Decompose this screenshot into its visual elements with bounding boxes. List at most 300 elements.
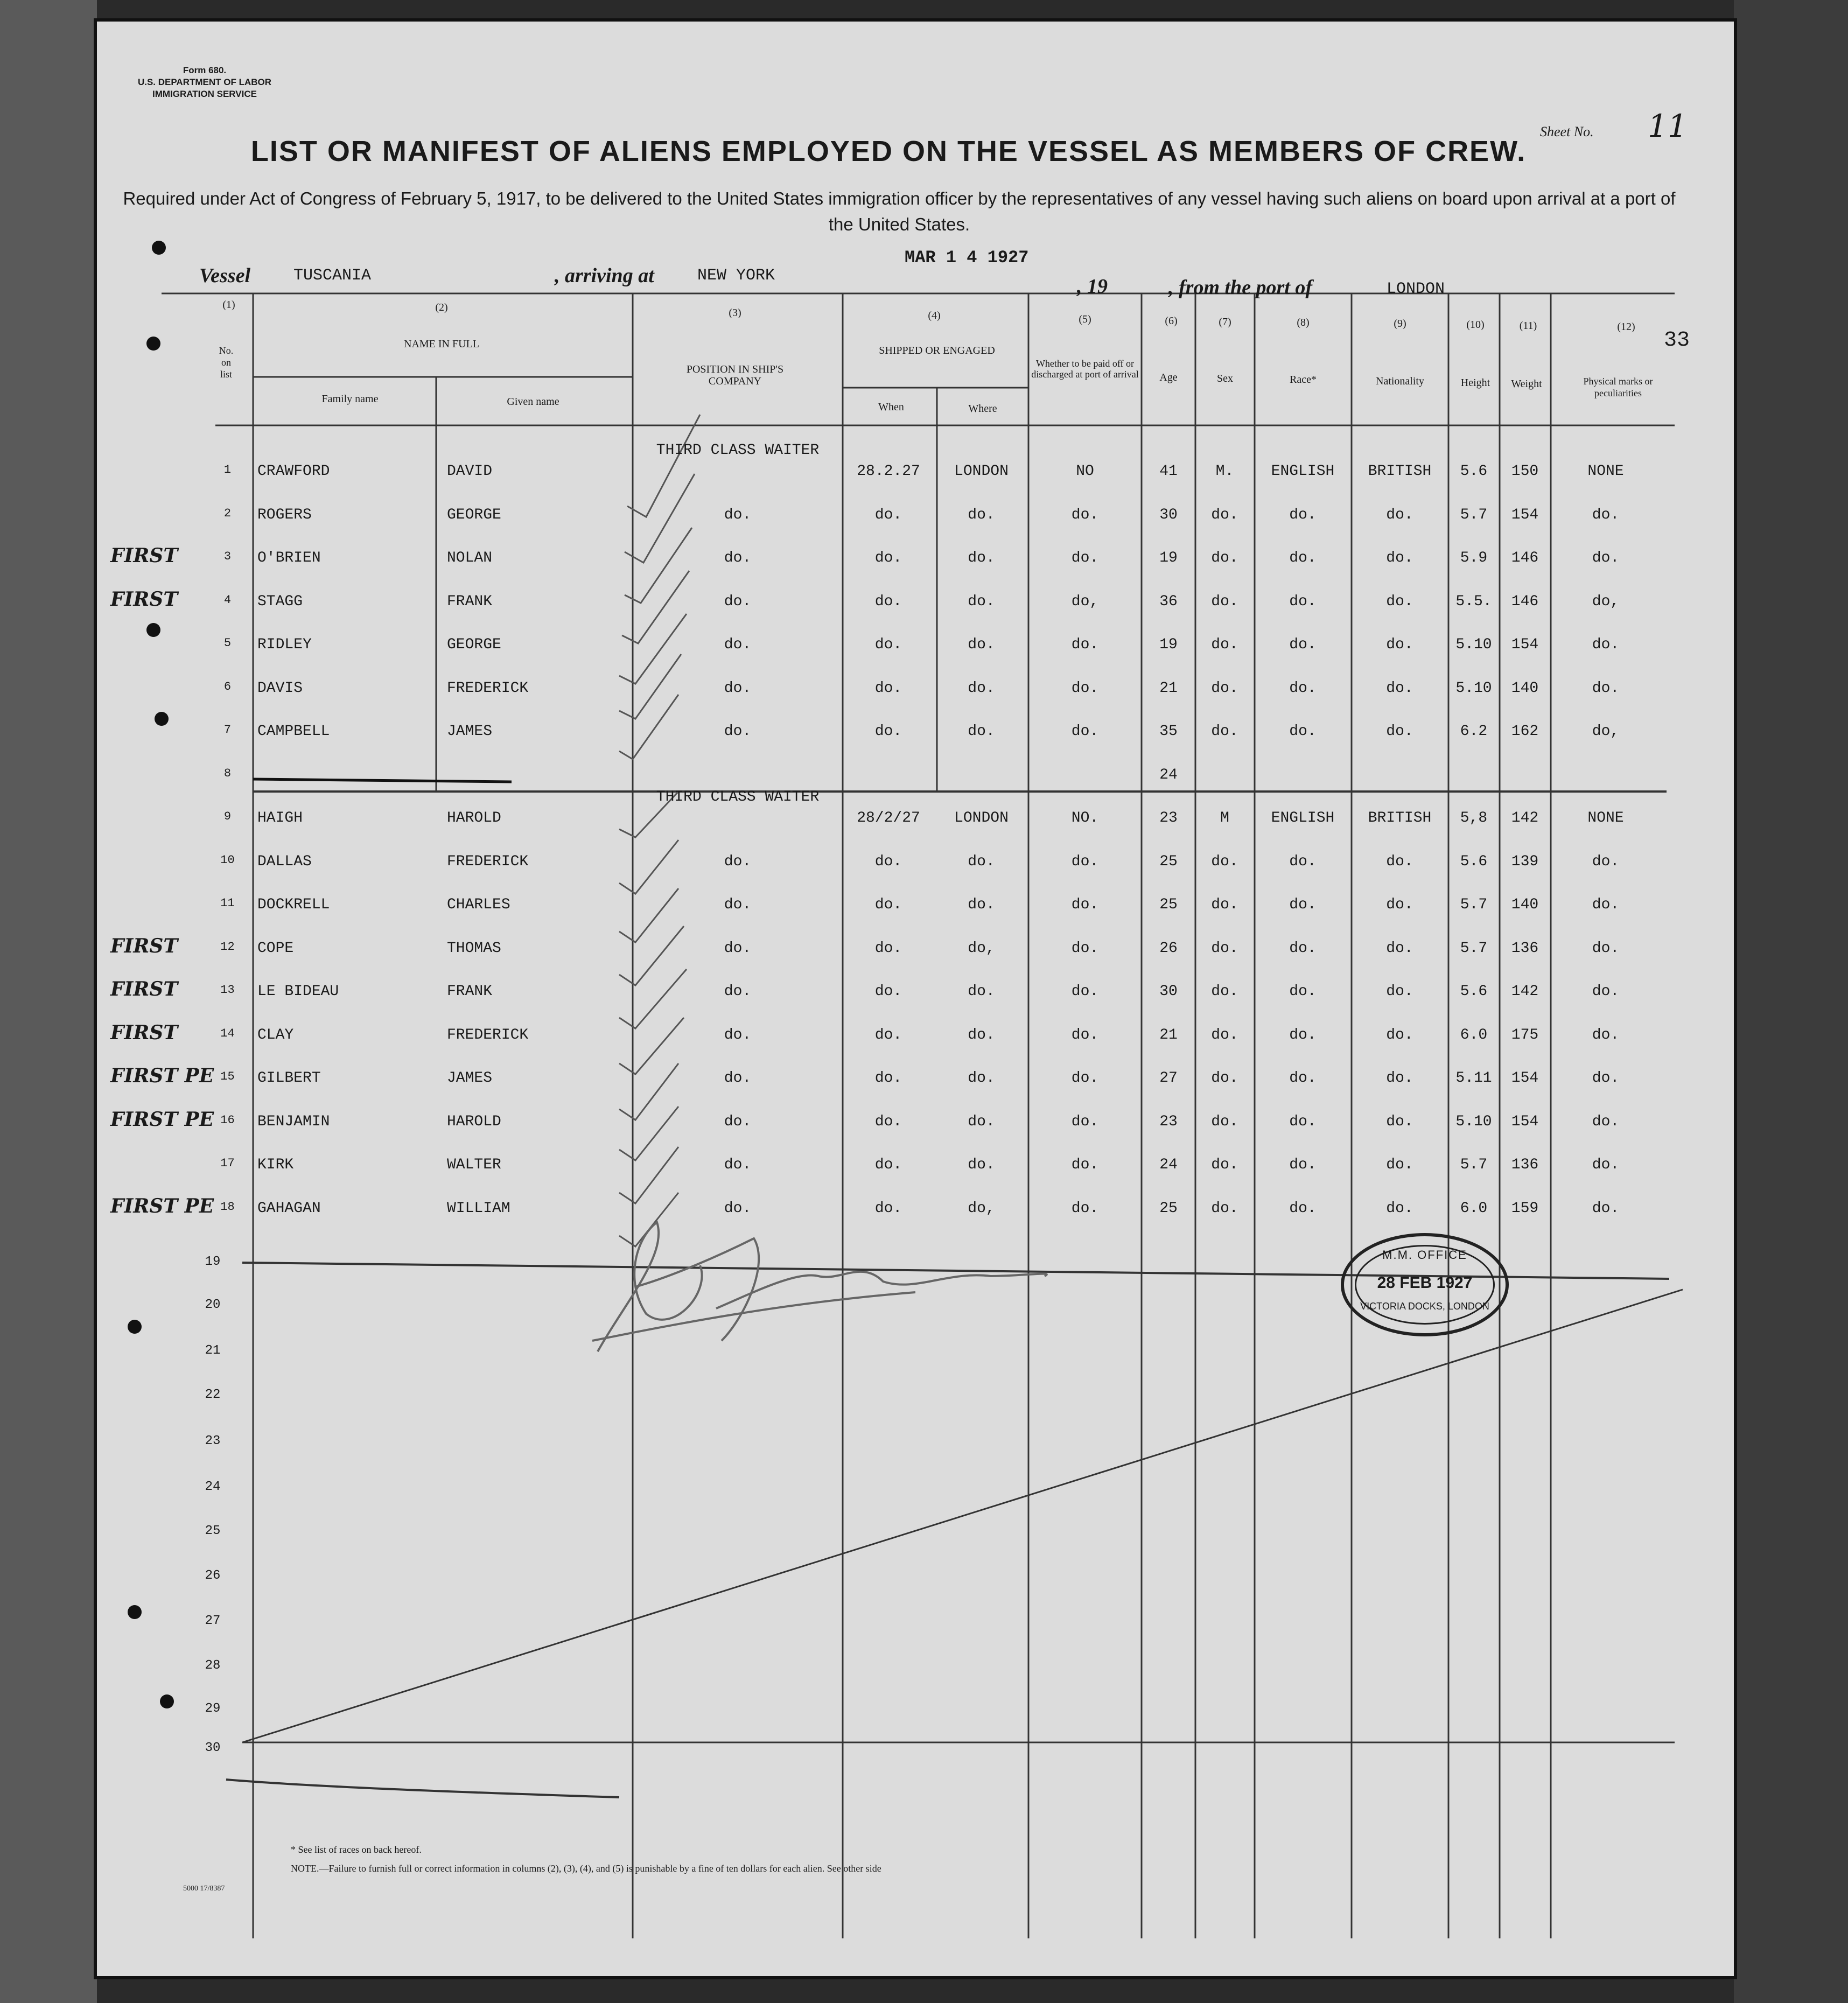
col1-label: No. on list [219,345,234,380]
cell-no: 9 [223,810,232,823]
cell-race: do. [1289,636,1317,653]
cell-race: do. [1289,983,1317,1000]
footnote-races: * See list of races on back hereof. [291,1844,422,1855]
margin-note: FIRST [110,1021,178,1044]
cell-paid: do, [1071,593,1099,610]
cell-paid: do. [1071,853,1099,870]
cell-height: 6.0 [1460,1027,1488,1043]
form-header [92,65,318,100]
cell-when: do. [874,1070,902,1087]
cell-marks: NONE [1587,810,1624,827]
col2-number: (2) [435,302,448,313]
cell-given: DAVID [447,463,493,480]
cell-height: 5.5. [1455,593,1492,610]
col8-label: Race* [1290,374,1317,386]
footnote-penalty: NOTE.—Failure to furnish full or correct information in columns (2), (3), (4), and (5) is punishable by a fine of ten dollars for each alien. See other side [291,1863,881,1874]
cell-age: 23 [1159,810,1178,827]
cell-no: 1 [223,463,232,477]
cell-family: LE BIDEAU [257,983,339,1000]
row-number: 20 [205,1298,221,1312]
sheet-number: 11 [1648,108,1688,144]
margin-note: FIRST [110,544,178,567]
cell-nat: do. [1386,680,1413,697]
cell-given: HAROLD [447,1113,501,1130]
stamp-bottom: VICTORIA DOCKS, LONDON [1360,1301,1489,1312]
row-number: 28 [205,1658,221,1673]
col6-number: (6) [1165,315,1178,327]
cell-height: 5.6 [1460,463,1488,480]
cell-marks: do. [1592,983,1620,1000]
col5-number: (5) [1079,313,1091,325]
cell-height: 6.2 [1460,723,1488,740]
cell-sex: do. [1211,1027,1238,1043]
from-label: , from the port of [1168,276,1313,299]
cell-paid: do. [1071,680,1099,697]
cell-given: GEORGE [447,507,501,523]
cell-age: 21 [1159,680,1178,697]
margin-note: FIRST [110,978,178,1000]
cell-sex: do. [1211,940,1238,957]
cell-paid: do. [1071,940,1099,957]
cell-nat: do. [1386,1027,1413,1043]
cell-marks: do. [1592,550,1620,566]
form-number: Form 680. [183,65,227,75]
cell-family: GILBERT [257,1070,321,1087]
cell-marks: NONE [1587,463,1624,480]
cell-paid: NO [1076,463,1094,480]
cell-position: do. [724,593,752,610]
cell-when: do. [874,550,902,566]
col9-label: Nationality [1376,375,1424,387]
service: IMMIGRATION SERVICE [152,89,257,99]
corner-mark: 33 [1664,328,1690,353]
cell-position: do. [724,1070,752,1087]
cell-sex: do. [1211,507,1238,523]
cell-sex: do. [1211,680,1238,697]
cell-sex: do. [1211,1113,1238,1130]
cell-where: do. [968,1113,995,1130]
margin-note: FIRST [110,588,178,611]
cell-marks: do. [1592,1157,1620,1173]
cell-where: do. [968,897,995,913]
cell-given: NOLAN [447,550,493,566]
cell-marks: do, [1592,723,1620,740]
cell-age: 23 [1159,1113,1178,1130]
col7-label: Sex [1217,373,1233,384]
cell-no: 13 [220,983,235,997]
cell-age: 26 [1159,940,1178,957]
col10-label: Height [1460,377,1490,389]
cell-nat: do. [1386,897,1413,913]
cell-when: do. [874,507,902,523]
cell-weight: 154 [1511,507,1539,523]
cell-age: 27 [1159,1070,1178,1087]
cell-family: COPE [257,940,294,957]
cell-when: do. [874,1113,902,1130]
cell-position: do. [724,1113,752,1130]
row-number: 30 [205,1741,221,1755]
cell-nat: do. [1386,1070,1413,1087]
cell-weight: 142 [1511,983,1539,1000]
cell-race: do. [1289,1027,1317,1043]
cell-when: do. [874,1027,902,1043]
vessel-label: Vessel [199,264,250,287]
col8-number: (8) [1297,317,1310,328]
row-number: 25 [205,1524,221,1538]
cell-family: RIDLEY [257,636,312,653]
cell-given: CHARLES [447,897,510,913]
cell-given: THOMAS [447,940,501,957]
arriving-label: , arriving at [555,264,654,287]
col4-number: (4) [928,310,941,321]
cell-where: do. [968,1157,995,1173]
cell-where: do. [968,507,995,523]
cell-weight: 150 [1511,463,1539,480]
arrival-date-stamp: MAR 1 4 1927 [905,248,1029,268]
cell-family: CLAY [257,1027,294,1043]
row-number: 22 [205,1388,221,1402]
signature [592,1222,1047,1351]
cell-height: 5.10 [1455,680,1492,697]
row-number: 24 [205,1480,221,1494]
cell-where: do. [968,723,995,740]
col5-label: Whether to be paid off or discharged at port of arrival [1031,358,1139,380]
year-label: , 19 [1077,275,1108,298]
col3-label: POSITION IN SHIP'S COMPANY [686,363,784,387]
cell-age: 30 [1159,507,1178,523]
cell-age: 25 [1159,1200,1178,1217]
cell-weight: 154 [1511,1113,1539,1130]
cell-race: ENGLISH [1271,810,1335,827]
cell-no: 18 [220,1200,235,1214]
cell-paid: do. [1071,636,1099,653]
cell-sex: do. [1211,593,1238,610]
cell-nat: BRITISH [1368,463,1432,480]
stamp-date: 28 FEB 1927 [1377,1274,1473,1292]
cell-weight: 159 [1511,1200,1539,1217]
margin-note: FIRST PE [110,1108,214,1131]
cell-when: do. [874,636,902,653]
cell-position: do. [724,680,752,697]
cell-weight: 140 [1511,897,1539,913]
cell-race: do. [1289,940,1317,957]
cell-nat: do. [1386,1200,1413,1217]
cell-weight: 146 [1511,550,1539,566]
printer-mark: 5000 17/8387 [183,1885,225,1893]
cell-paid: do. [1071,507,1099,523]
cell-marks: do. [1592,1027,1620,1043]
cell-height: 5.7 [1460,1157,1488,1173]
row-number: 21 [205,1343,221,1358]
cell-age: 19 [1159,636,1178,653]
cell-race: do. [1289,507,1317,523]
col7-number: (7) [1219,316,1231,328]
row-number: 19 [205,1255,221,1269]
cell-given: GEORGE [447,636,501,653]
vessel-name: TUSCANIA [293,267,372,285]
cell-height: 5.6 [1460,983,1488,1000]
row-number: 29 [205,1701,221,1716]
cell-where: do. [968,636,995,653]
col2-label: NAME IN FULL [404,338,479,350]
cell-race: ENGLISH [1271,463,1335,480]
cell-sex: M. [1215,463,1234,480]
cell-family: CRAWFORD [257,463,330,480]
cell-race: do. [1289,1157,1317,1173]
col2-family-name: Family name [321,393,379,405]
cell-when: do. [874,897,902,913]
cell-weight: 154 [1511,1070,1539,1087]
cell-sex: do. [1211,1157,1238,1173]
cell-height: 6.0 [1460,1200,1488,1217]
cell-weight: 154 [1511,636,1539,653]
cell-paid: do. [1071,1157,1099,1173]
cell-when: do. [874,853,902,870]
cell-paid: do. [1071,983,1099,1000]
cell-given: HAROLD [447,810,501,827]
cell-where: do, [968,940,995,957]
cell-position: THIRD CLASS WAITER [656,442,820,459]
cell-no: 8 [223,767,232,780]
cell-race: do. [1289,1200,1317,1217]
cell-sex: do. [1211,723,1238,740]
cell-nat: BRITISH [1368,810,1432,827]
margin-note: FIRST PE [110,1195,214,1217]
cell-paid: do. [1071,897,1099,913]
col10-number: (10) [1466,319,1485,331]
department: U.S. DEPARTMENT OF LABOR [137,77,272,87]
margin-note: FIRST PE [110,1064,214,1087]
cell-where: do. [968,680,995,697]
cell-nat: do. [1386,940,1413,957]
cell-height: 5.7 [1460,940,1488,957]
cell-sex: do. [1211,897,1238,913]
cell-no: 14 [220,1027,235,1040]
cell-when: do. [874,940,902,957]
cell-given: JAMES [447,1070,493,1087]
cell-marks: do. [1592,680,1620,697]
cell-sex: do. [1211,550,1238,566]
cell-nat: do. [1386,1157,1413,1173]
cell-family: DAVIS [257,680,303,697]
cell-family: DALLAS [257,853,312,870]
cell-family: DOCKRELL [257,897,330,913]
cell-nat: do. [1386,1113,1413,1130]
cell-nat: do. [1386,723,1413,740]
cell-given: JAMES [447,723,493,740]
cell-height: 5,8 [1460,810,1488,827]
cell-when: do. [874,1200,902,1217]
cell-nat: do. [1386,507,1413,523]
cell-height: 5.9 [1460,550,1488,566]
arriving-port: NEW YORK [697,267,775,285]
cell-given: FREDERICK [447,1027,529,1043]
cell-where: do. [968,593,995,610]
cell-given: WALTER [447,1157,501,1173]
cell-when: do. [874,680,902,697]
col12-label: Physical marks or peculiarities [1583,376,1653,398]
cell-nat: do. [1386,636,1413,653]
cell-family: KIRK [257,1157,294,1173]
row-number: 27 [205,1614,221,1628]
cell-age: 25 [1159,853,1178,870]
cell-sex: do. [1211,636,1238,653]
cell-paid: do. [1071,1113,1099,1130]
cell-given: FRANK [447,983,493,1000]
col12-number: (12) [1617,321,1635,333]
col11-label: Weight [1511,378,1542,390]
cell-marks: do. [1592,507,1620,523]
cell-marks: do. [1592,1200,1620,1217]
cell-family: O'BRIEN [257,550,321,566]
col4-when: When [878,401,904,413]
col3-number: (3) [729,307,741,319]
cell-position: do. [724,1200,752,1217]
cell-nat: do. [1386,983,1413,1000]
cell-family: BENJAMIN [257,1113,330,1130]
cell-weight: 140 [1511,680,1539,697]
cell-when: 28.2.27 [857,463,920,480]
cell-weight: 142 [1511,810,1539,827]
office-stamp [1341,1233,1509,1336]
cell-race: do. [1289,853,1317,870]
cell-when: 28/2/27 [857,810,920,827]
cell-when: do. [874,983,902,1000]
cell-paid: do. [1071,1200,1099,1217]
cell-age: 41 [1159,463,1178,480]
cell-race: do. [1289,1070,1317,1087]
row-number: 23 [205,1434,221,1448]
cell-age: 24 [1159,1157,1178,1173]
cell-where: do. [968,550,995,566]
cell-no: 6 [223,680,232,694]
cell-family: STAGG [257,593,303,610]
cell-sex: M [1220,810,1229,827]
cell-age: 19 [1159,550,1178,566]
margin-note: FIRST [110,935,178,957]
cell-weight: 162 [1511,723,1539,740]
cell-position: do. [724,1027,752,1043]
cell-weight: 136 [1511,1157,1539,1173]
cell-where: do. [968,1027,995,1043]
cell-age: 24 [1159,767,1178,783]
cell-age: 36 [1159,593,1178,610]
cell-paid: do. [1071,1027,1099,1043]
cell-position: do. [724,1157,752,1173]
cell-age: 30 [1159,983,1178,1000]
cell-race: do. [1289,550,1317,566]
cell-height: 5.7 [1460,897,1488,913]
page-title: LIST OR MANIFEST OF ALIENS EMPLOYED ON THE VESSEL AS MEMBERS OF CREW. [250,135,1527,167]
stamp-top: M.M. OFFICE [1382,1248,1467,1262]
cell-family: HAIGH [257,810,303,827]
cell-no: 10 [220,853,235,867]
cell-family: CAMPBELL [257,723,330,740]
cell-marks: do. [1592,1070,1620,1087]
cell-marks: do. [1592,940,1620,957]
cell-nat: do. [1386,550,1413,566]
sheet-label: Sheet No. [1540,124,1594,139]
cell-no: 12 [220,940,235,954]
cell-no: 4 [223,593,232,607]
cell-no: 16 [220,1113,235,1127]
cell-no: 3 [223,550,232,563]
cell-where: do. [968,983,995,1000]
cell-given: FRANK [447,593,493,610]
cell-marks: do. [1592,853,1620,870]
cell-position: do. [724,550,752,566]
cell-race: do. [1289,680,1317,697]
cell-where: do. [968,1070,995,1087]
cell-marks: do, [1592,593,1620,610]
cell-position: do. [724,507,752,523]
cell-position: do. [724,723,752,740]
cell-given: FREDERICK [447,853,529,870]
cell-no: 7 [223,723,232,737]
cell-family: ROGERS [257,507,312,523]
col6-label: Age [1159,372,1178,383]
cell-marks: do. [1592,1113,1620,1130]
cell-sex: do. [1211,1200,1238,1217]
cell-where: do. [968,853,995,870]
cell-height: 5.10 [1455,636,1492,653]
cell-age: 21 [1159,1027,1178,1043]
row-number: 26 [205,1568,221,1583]
cell-when: do. [874,1157,902,1173]
cell-race: do. [1289,723,1317,740]
cell-height: 5.7 [1460,507,1488,523]
cell-position: THIRD CLASS WAITER [656,789,820,806]
col2-given-name: Given name [507,396,559,408]
cell-marks: do. [1592,636,1620,653]
cell-no: 15 [220,1070,235,1083]
cell-where: do, [968,1200,995,1217]
cell-race: do. [1289,1113,1317,1130]
cell-paid: do. [1071,723,1099,740]
cell-position: do. [724,940,752,957]
cell-marks: do. [1592,897,1620,913]
cell-weight: 139 [1511,853,1539,870]
col9-number: (9) [1394,318,1406,330]
col4-label: SHIPPED OR ENGAGED [879,345,995,356]
cell-when: do. [874,723,902,740]
cell-given: WILLIAM [447,1200,510,1217]
cell-height: 5.6 [1460,853,1488,870]
cell-when: do. [874,593,902,610]
cell-age: 35 [1159,723,1178,740]
cell-no: 2 [223,507,232,520]
cell-family: GAHAGAN [257,1200,321,1217]
cell-position: do. [724,636,752,653]
cell-paid: do. [1071,1070,1099,1087]
cell-paid: do. [1071,550,1099,566]
cell-no: 11 [220,897,235,910]
cell-sex: do. [1211,853,1238,870]
cell-where: LONDON [954,810,1009,827]
cell-height: 5.10 [1455,1113,1492,1130]
page-subtitle: Required under Act of Congress of February 5, 1917, to be delivered to the United States immigration officer by the representatives of any vessel having such aliens on board upon arrival at a port of the United States. [123,188,1676,234]
cell-position: do. [724,983,752,1000]
cell-no: 17 [220,1157,235,1170]
cell-paid: NO. [1071,810,1099,827]
cell-weight: 136 [1511,940,1539,957]
col11-number: (11) [1519,320,1537,332]
cell-race: do. [1289,593,1317,610]
cell-age: 25 [1159,897,1178,913]
cell-no: 5 [223,636,232,650]
cell-position: do. [724,897,752,913]
col1-number: (1) [222,299,235,311]
